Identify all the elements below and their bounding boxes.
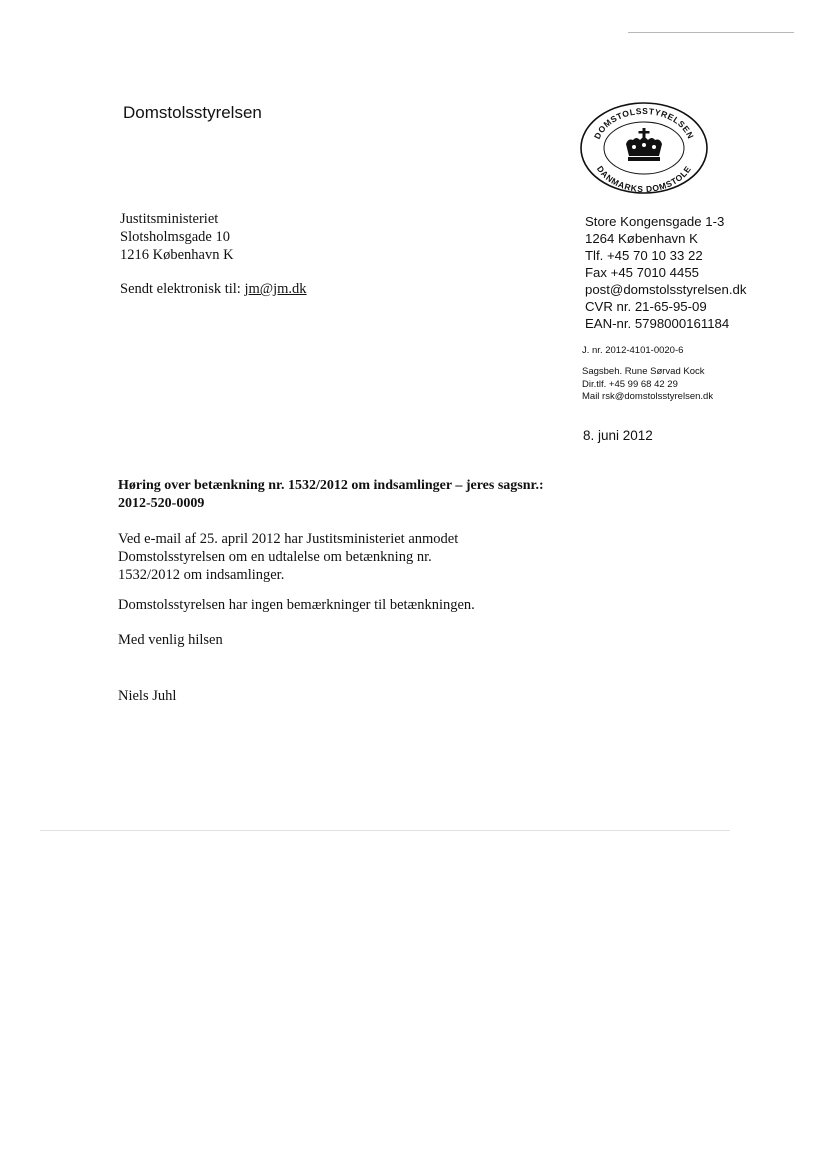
sender-address-street: Store Kongensgade 1-3 [585, 214, 725, 229]
court-seal-logo [578, 100, 710, 196]
body-paragraph: Domstolsstyrelsen har ingen bemærkninger til betænkningen. [118, 597, 475, 613]
journal-number: J. nr. 2012-4101-0020-6 [582, 345, 684, 356]
seal-bottom-text: DANMARKS DOMSTOLE [594, 163, 694, 195]
recipient-line: 1216 København K [120, 247, 234, 263]
sender-ean: EAN-nr. 5798000161184 [585, 316, 730, 331]
handler-email: Mail rsk@domstolsstyrelsen.dk [582, 391, 714, 402]
body-line: 1532/2012 om indsamlinger. [118, 567, 285, 583]
subject-heading [118, 477, 544, 513]
sent-label: Sendt elektronisk til: [120, 281, 241, 297]
sender-address-city: 1264 København K [585, 231, 698, 246]
closing-greeting: Med venlig hilsen [118, 632, 223, 648]
body-line: Domstolsstyrelsen om en udtalelse om betænkning nr. [118, 549, 432, 565]
svg-text:DANMARKS DOMSTOLE [595, 164, 693, 194]
sender-contact-block [585, 213, 746, 332]
body-paragraph [118, 530, 458, 584]
crown-seal-icon [578, 100, 710, 196]
sender-phone: Tlf. +45 70 10 33 22 [585, 248, 703, 263]
body-line: Ved e-mail af 25. april 2012 har Justitsministeriet anmodet [118, 531, 459, 547]
direct-phone: Dir.tlf. +45 99 68 42 29 [582, 378, 678, 390]
recipient-line: Justitsministeriet [120, 211, 219, 227]
signature-name: Niels Juhl [118, 688, 177, 704]
scan-artifact-line [40, 830, 730, 831]
sender-email: post@domstolsstyrelsen.dk [585, 282, 747, 297]
recipient-email-link[interactable]: jm@jm.dk [244, 281, 307, 297]
letter-date: 8. juni 2012 [583, 428, 653, 443]
subject-line: 2012-520-0009 [118, 496, 205, 511]
subject-line: Høring over betænkning nr. 1532/2012 om indsamlinger – jeres sagsnr.: [118, 478, 544, 493]
seal-top-text: DOMSTOLSSTYRELSEN [591, 105, 697, 141]
organization-name: Domstolsstyrelsen [123, 103, 262, 122]
sent-electronically [120, 281, 307, 298]
scan-artifact-line [628, 32, 794, 33]
case-handler: Sagsbeh. Rune Sørvad Kock [582, 366, 705, 377]
recipient-line: Slotsholmsgade 10 [120, 229, 230, 245]
reference-block [582, 345, 713, 404]
sender-fax: Fax +45 7010 4455 [585, 265, 700, 280]
recipient-address [120, 210, 234, 264]
sender-cvr: CVR nr. 21-65-95-09 [585, 299, 707, 314]
